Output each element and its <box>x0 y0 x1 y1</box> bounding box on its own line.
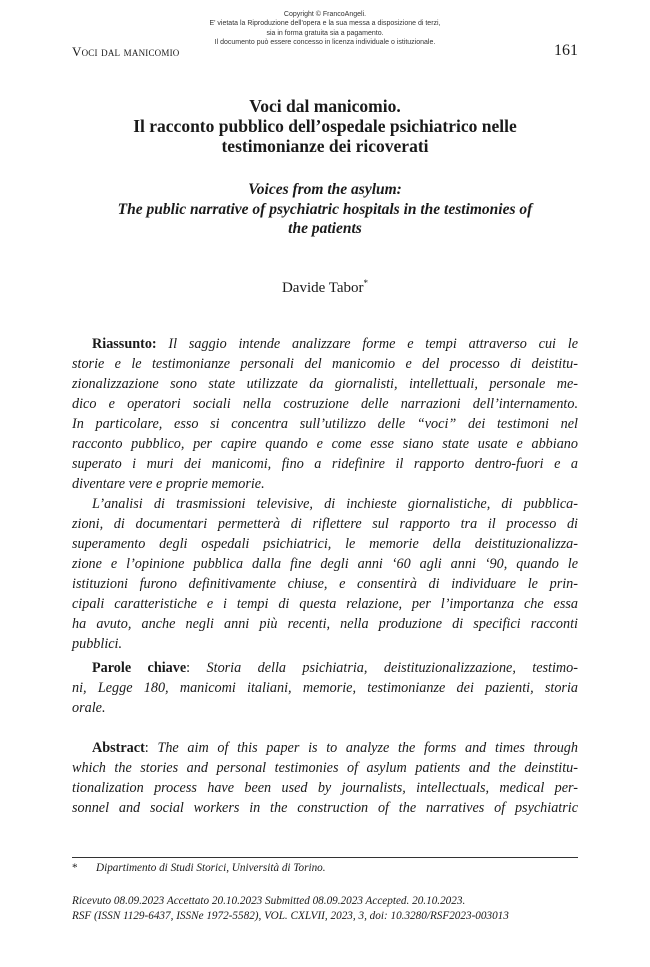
footnote-text: Dipartimento di Studi Storici, Università di Torino. <box>96 862 326 874</box>
riassunto-line: L’analisi di trasmissioni televisive, di inchieste giornalistiche, di pubblica- <box>92 496 578 512</box>
author <box>72 278 578 297</box>
publication-info <box>72 894 578 924</box>
page-number: 161 <box>554 42 578 59</box>
riassunto-line: pubblici. <box>72 636 123 652</box>
running-head: Voci dal manicomio <box>72 44 180 59</box>
subtitle-line: The public narrative of psychiatric hospitals in the testimonies of <box>117 200 533 218</box>
keywords-section <box>72 658 578 718</box>
abstract-line: which the stories and personal testimonies of asylum patients and the deinstitu- <box>72 760 578 776</box>
author-name: Davide Tabor <box>281 280 364 296</box>
english-title <box>72 180 578 239</box>
title-line: Voci dal manicomio. <box>249 96 401 116</box>
footnote-mark: * <box>72 862 78 874</box>
abstract-line: sonnel and social workers in the construction of the narratives of psychiatric <box>72 800 578 816</box>
keywords-line: ni, Legge 180, manicomi italiani, memorie, testimonianze dei pazienti, storia <box>72 680 578 696</box>
riassunto-line: Riassunto: Il saggio intende analizzare forme e tempi attraverso cui le <box>92 336 578 352</box>
riassunto-section <box>72 334 578 654</box>
riassunto-line: zionalizzazione sono state utilizzate da giornalisti, intellettuali, personale me- <box>72 376 578 392</box>
keywords-line: Parole chiave: Storia della psichiatria, deistituzionalizzazione, testimo- <box>92 660 578 676</box>
copyright-line: E' vietata la Riproduzione dell'opera e la sua messa a disposizione di terzi, <box>209 20 441 28</box>
riassunto-line: In particolare, esso si concentra sull’utilizzo delle “voci” dei testimoni nel <box>72 416 578 432</box>
riassunto-line: zioni, di documentari permetterà di riflettere sul rapporto tra il processo di <box>72 516 578 532</box>
subtitle-line: Voices from the asylum: <box>248 181 402 198</box>
keywords-line: orale. <box>72 700 106 716</box>
riassunto-line: istituzioni furono definitivamente chiuse, e consentirà di individuare le prin- <box>72 576 578 592</box>
copyright-notice <box>0 10 650 48</box>
author-footnote-mark: * <box>363 278 369 288</box>
riassunto-line: storie e le testimonianze personali del manicomio e del processo di deistitu- <box>72 356 578 372</box>
copyright-line: Copyright © FrancoAngeli. <box>283 11 367 18</box>
received-dates: Ricevuto 08.09.2023 Accettato 20.10.2023 Submitted 08.09.2023 Accepted. 20.10.2023. <box>72 895 466 907</box>
riassunto-line: superamento degli ospedali psichiatrici, le memorie della deistituzionalizza- <box>72 536 578 552</box>
riassunto-line: dico e operatori sociali nella costruzione delle narrazioni dell’internamento. <box>72 396 578 412</box>
copyright-line: sia in forma gratuita sia a pagamento. <box>266 29 384 37</box>
riassunto-label: Riassunto: <box>92 336 157 352</box>
riassunto-line: diventare vere e proprie memorie. <box>72 476 265 492</box>
footnote <box>72 862 578 874</box>
riassunto-line: ha avuto, anche negli anni più recenti, nella produzione di specifici racconti <box>72 616 578 632</box>
english-abstract-section <box>72 738 578 818</box>
riassunto-line: zione e l’opinione pubblica dalla fine degli anni ‘60 agli anni ‘90, quando le <box>72 556 578 572</box>
keywords-label: Parole chiave <box>92 660 187 676</box>
abstract-line: tionalization process have been used by journalists, intellectuals, medical per- <box>72 780 578 796</box>
article-title <box>72 96 578 156</box>
copyright-line: Il documento può essere concesso in licenza individuale o istituzionale. <box>214 39 436 47</box>
footnote-divider <box>72 857 578 858</box>
title-line: testimonianze dei ricoverati <box>221 136 429 156</box>
riassunto-line: racconto pubblico, per capire quando e come esse siano state usate e abbiano <box>72 436 578 452</box>
journal-citation: RSF (ISSN 1129-6437, ISSNe 1972-5582), VOL. CXLVII, 2023, 3, doi: 10.3280/RSF2023-003013 <box>72 910 509 922</box>
riassunto-line: cipali caratteristiche e i tempi di questa relazione, per l’importanza che essa <box>72 596 578 612</box>
title-line: Il racconto pubblico dell’ospedale psichiatrico nelle <box>133 116 517 136</box>
abstract-line: Abstract: The aim of this paper is to analyze the forms and times through <box>92 740 578 756</box>
subtitle-line: the patients <box>288 220 362 237</box>
abstract-label: Abstract <box>92 740 145 756</box>
riassunto-line: superato i muri dei manicomi, fino a ridefinire il rapporto dentro-fuori e a <box>72 456 578 472</box>
